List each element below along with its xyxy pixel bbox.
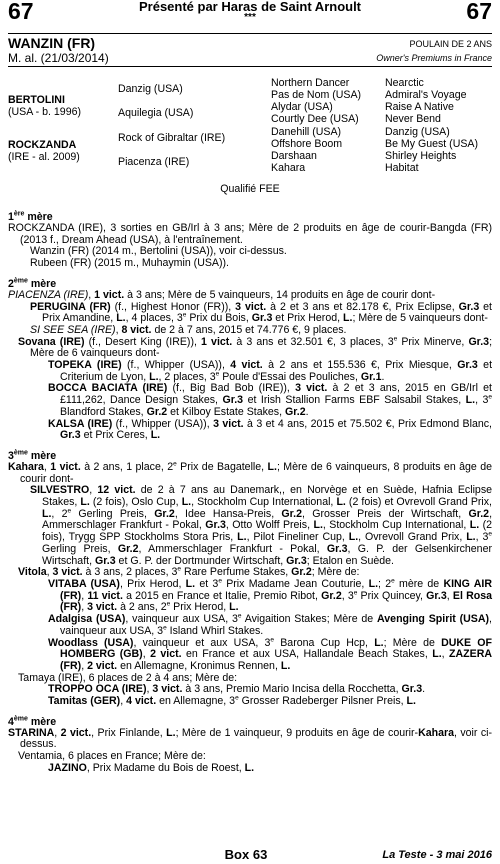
paragraph: BOCCA BACIATA (IRE) (f., Big Bad Bob (IRE)), 3 vict. à 2 et 3 ans, 2015 en GB/Irl et £111,262, Dance Design Stakes, Gr.3 et Irish Stallion Farms EBF Salsabil Stakes, L., 3e Blandford Stakes, Gr.2 et Kilboy Estate Stakes, Gr.2.	[48, 382, 493, 418]
pedigree-gen4: Danzig (USA)	[385, 126, 450, 138]
category-label: POULAIN DE 2 ANS	[409, 39, 492, 49]
box-number: Box 63	[224, 847, 268, 862]
paragraph: Woodlass (USA), vainqueur et aux USA, 3e Barona Cup Hcp, L.; Mère de DUKE OF HOMBERG (GB), 2 vict. en France et aux USA, Hallandale Beach Stakes, L., ZAZERA (FR), 2 vict. en Allemagne, Kronimus Rennen, L.	[48, 635, 492, 672]
paragraph: Tamitas (GER), 4 vict. en Allemagne, 3e Grosser Radeberger Pilsner Preis, L.	[48, 694, 416, 708]
paragraph: Wanzin (FR) (2014 m., Bertolini (USA)), voir ci-dessus.	[30, 245, 287, 258]
paragraph: Rubeen (FR) (2015 m., Muhaymin (USA)).	[30, 257, 229, 270]
paragraph: JAZINO, Prix Madame du Bois de Roest, L.	[48, 761, 255, 774]
paragraph: Sovana (IRE) (f., Desert King (IRE)), 1 vict. à 3 ans et 32.501 €, 3 places, 3e Prix Minerve, Gr.3; Mère de 6 vainqueurs dont-	[18, 335, 493, 360]
paragraph: Tamaya (IRE), 6 places de 2 à 4 ans; Mère de:	[18, 671, 238, 684]
dam-info: (IRE - al. 2009)	[8, 151, 80, 163]
paragraph: PIACENZA (IRE), 1 vict. à 3 ans; Mère de 5 vainqueurs, 14 produits en âge de courir dont-	[8, 288, 436, 301]
section-heading-2: 2ème mère	[8, 277, 57, 290]
divider-header	[8, 66, 492, 67]
pedigree-gen3: Darshaan	[271, 150, 317, 162]
paragraph: ROCKZANDA (IRE), 3 sorties en GB/Irl à 3 ans; Mère de 2 produits en âge de courir-Bangda (FR) (2013 f., Dream Ahead (USA), à l'entraînement.	[8, 222, 492, 246]
qualification: Qualifié FEE	[220, 183, 280, 195]
owner-premiums-note: Owner's Premiums in France	[376, 53, 492, 63]
pedigree-gen2: Rock of Gibraltar (IRE)	[118, 132, 226, 144]
page-header	[8, 0, 492, 32]
pedigree-gen3: Alydar (USA)	[271, 101, 333, 113]
lot-number-left: 67	[8, 0, 34, 24]
sale-place-date: La Teste - 3 mai 2016	[382, 849, 492, 861]
paragraph: Vitola, 3 vict. à 3 ans, 2 places, 3e Rare Perfume Stakes, Gr.2; Mère de:	[18, 565, 360, 579]
paragraph: Kahara, 1 vict. à 2 ans, 1 place, 2e Prix de Bagatelle, L.; Mère de 6 vainqueurs, 8 produits en âge de courir dont-	[8, 460, 492, 485]
sire-info: (USA - b. 1996)	[8, 106, 82, 118]
paragraph: Adalgisa (USA), vainqueur aux USA, 3e Avigaition Stakes; Mère de Avenging Spirit (USA), vainqueur aux USA, 3e Island Whirl Stakes.	[48, 612, 492, 637]
pedigree-gen3: Pas de Nom (USA)	[271, 89, 362, 101]
pedigree-gen2: Danzig (USA)	[118, 83, 183, 95]
paragraph: STARINA, 2 vict., Prix Finlande, L.; Mère de 1 vainqueur, 9 produits en âge de courir-Kahara, voir ci-dessus.	[8, 726, 492, 751]
sex-and-birthdate: M. al. (21/03/2014)	[8, 51, 109, 65]
paragraph: VITABA (USA), Prix Herod, L. et 3e Prix Madame Jean Couturie, L.; 2e mère de KING AIR (FR), 11 vict. a 2015 en France et Italie, Premio Ribot, Gr.2, 3e Prix Quincey, Gr.3, El Rosa (FR), 3 vict. à 2 ans, 2e Prix Herod, L.	[48, 577, 493, 614]
pedigree-gen3: Courtly Dee (USA)	[271, 113, 359, 125]
pedigree-gen4: Shirley Heights	[385, 150, 457, 162]
section-heading-3: 3ème mère	[8, 449, 57, 462]
paragraph: TROPPO OCA (IRE), 3 vict. à 3 ans, Premio Mario Incisa della Rocchetta, Gr.3.	[48, 683, 426, 696]
section-heading-1: 1ère mère	[8, 210, 53, 223]
paragraph: TOPEKA (IRE) (f., Whipper (USA)), 4 vict. à 2 ans et 155.536 €, Prix Miesque, Gr.3 et Criterium de Lyon, L., 2 places, 3e Poule d'Essai des Pouliches, Gr.1.	[48, 359, 493, 383]
pedigree-gen4: Habitat	[385, 162, 419, 174]
pedigree-gen3: Kahara	[271, 162, 306, 174]
divider-top	[8, 33, 492, 34]
horse-name: WANZIN (FR)	[8, 35, 96, 51]
section-heading-4: 4ème mère	[8, 715, 57, 728]
pedigree-gen3: Northern Dancer	[271, 77, 350, 89]
paragraph: PERUGINA (FR) (f., Highest Honor (FR)), 3 vict. à 2 et 3 ans et 82.178 €, Prix Eclipse, Gr.3 et Prix Amandine, L., 4 places, 3e Prix du Bois, Gr.3 et Prix Herod, L.; Mère de 5 vainqueurs dont-	[30, 300, 492, 325]
pedigree-gen4: Raise A Native	[385, 101, 454, 113]
pedigree-gen2: Aquilegia (USA)	[118, 107, 194, 119]
stars: ***	[244, 12, 256, 23]
page-footer	[0, 848, 492, 862]
dam-name: ROCKZANDA	[8, 139, 77, 151]
paragraph: KALSA (IRE) (f., Whipper (USA)), 3 vict. à 3 et 4 ans, 2015 et 75.502 €, Prix Edmond Blanc, Gr.3 et Prix Ceres, L.	[48, 417, 492, 442]
pedigree-gen4: Be My Guest (USA)	[385, 138, 479, 150]
pedigree-gen4: Never Bend	[385, 113, 441, 125]
pedigree-gen4: Admiral's Voyage	[385, 89, 467, 101]
pedigree-gen4: Nearctic	[385, 77, 424, 89]
sire-name: BERTOLINI	[8, 94, 65, 106]
pedigree-gen2: Piacenza (IRE)	[118, 156, 190, 168]
produce-record	[8, 211, 492, 775]
pedigree-gen3: Danehill (USA)	[271, 126, 342, 138]
paragraph: SILVESTRO, 12 vict. de 2 à 7 ans au Danemark,, en Norvège et en Suède, Hafnia Eclipse Stakes, L. (2 fois), Oslo Cup, L., Stockholm Cup International, L. (2 fois) et Ovrevoll Grand Prix, L., 2e Gerling Preis, Gr.2, Idee Hansa-Preis, Gr.2, Grosser Preis der Wirtschaft, Gr.2, Ammerschlager Frankfurt - Pokal, Gr.3, Otto Wolff Preis, L., Stockholm Cup International, L. (2 fois), Trygg SPP Stockholms Stora Pris, L., Pilot Fineliner Cup, L., Ovrevoll Grand Prix, L., 3e Gerling Preis, Gr.2, Ammerschlager Frankfurt - Pokal, Gr.3, G. P. der Gelsenkirchener Wirtschaft, Gr.3 et G. P. der Dortmunder Wirtschaft, Gr.3; Etalon en Suède.	[30, 484, 493, 567]
paragraph: SI SEE SEA (IRE), 8 vict. de 2 à 7 ans, 2015 et 74.776 €, 9 places.	[30, 323, 347, 336]
pedigree-gen3: Offshore Boom	[271, 138, 343, 150]
consignor-title: Présenté par Haras de Saint Arnoult	[138, 0, 362, 14]
lot-number-right: 67	[466, 0, 492, 24]
paragraph: Ventamia, 6 places en France; Mère de:	[18, 750, 206, 763]
